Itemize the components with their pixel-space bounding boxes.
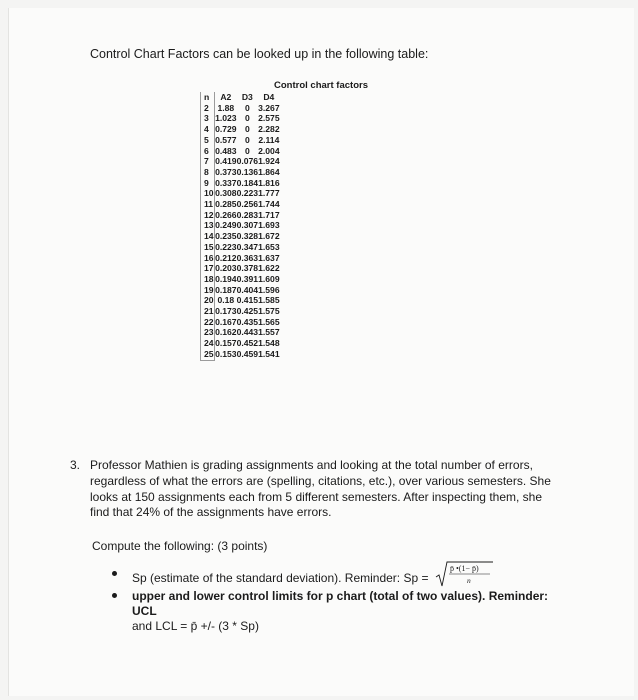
cell-a2: 0.373 [215,166,237,177]
cell-a2: 0.194 [215,273,237,284]
table-row [201,231,280,242]
cell-d3: 0.347 [236,241,259,252]
cell-d4: 1.609 [258,273,280,284]
table-row [201,188,280,199]
cell-d3: 0.307 [236,220,259,231]
limits-formula-text: and LCL = p̄ +/- (3 * Sp) [132,619,259,633]
bullet-dot [112,571,117,576]
sqrt-symbol-icon [434,559,494,589]
cell-d4: 1.777 [258,188,280,199]
cell-d3: 0 [244,134,250,145]
cell-a2: 0.249 [215,220,237,231]
cell-n: 4 [201,124,215,135]
cell-n: 11 [201,199,215,210]
cell-n: 24 [201,338,215,349]
cell-n: 3 [201,113,215,124]
bullet-dot [112,593,117,598]
cell-d4: 1.924 [258,156,280,167]
cell-d3: 0 [244,102,250,113]
cell-n: 17 [201,263,215,274]
cell-a2: 0.223 [215,241,237,252]
cell-n: 8 [201,167,215,178]
table-row [201,306,280,317]
cell-n: 9 [201,178,215,189]
cell-a2: 0.235 [215,231,237,242]
table-row [201,167,280,178]
cell-n: 2 [201,103,215,114]
table-row [201,178,280,189]
table-row [201,285,280,296]
bullet-sp [112,564,492,591]
cell-d3: 0.425 [236,306,259,317]
cell-n: 14 [201,231,215,242]
cell-n: 13 [201,220,215,231]
table-row [201,124,280,135]
cell-d4: 1.541 [258,349,280,360]
table-row [201,210,280,221]
cell-d3: 0.223 [236,188,259,199]
cell-d4: 2.282 [258,124,280,135]
table-row [201,295,280,306]
cell-d3: 0.076 [236,156,259,167]
cell-d4: 1.548 [258,338,280,349]
cell-d3: 0.435 [236,316,259,327]
cell-d3: 0.459 [236,349,259,360]
header-n: n [201,92,215,103]
cell-d3: 0.443 [236,327,259,338]
table-row [201,274,280,285]
cell-n: 19 [201,285,215,296]
table-row [201,220,280,231]
question-number: 3. [70,458,81,472]
cell-d4: 1.565 [258,316,280,327]
cell-n: 22 [201,317,215,328]
cell-a2: 0.157 [215,338,237,349]
cell-d3: 0.404 [236,284,259,295]
cell-d4: 1.557 [258,327,280,338]
table-row [201,338,280,349]
cell-d4: 1.637 [258,252,280,263]
control-chart-factors-table [200,92,280,361]
cell-d4: 1.622 [258,263,280,274]
cell-d4: 3.267 [258,102,280,113]
table-row [201,199,280,210]
cell-d3: 0.256 [236,199,259,210]
cell-n: 21 [201,306,215,317]
cell-a2: 0.308 [215,188,237,199]
cell-a2: 0.266 [215,209,237,220]
cell-n: 16 [201,253,215,264]
cell-n: 18 [201,274,215,285]
cell-d4: 2.004 [258,145,280,156]
bullet-limits [112,589,562,634]
table-row [201,253,280,264]
cell-d3: 0.391 [236,273,259,284]
question-text: Professor Mathien is grading assignments and looking at the total number of errors, regardless of what the errors are (spelling, citations, etc.), over various semesters. She looks at 150 assignments each from 5 different semesters. After inspecting them, she find that 24% of the assignments have errors. [90,458,551,520]
sp-formula [434,564,492,591]
formula-numerator: p̄ •(1− p̄) [449,564,479,573]
cell-d3: 0.136 [236,166,259,177]
cell-a2: 0.337 [215,177,237,188]
cell-n: 25 [201,349,215,360]
cell-a2: 0.212 [215,252,237,263]
table-row [201,156,280,167]
cell-a2: 1.88 [217,102,235,113]
cell-d4: 2.575 [258,113,280,124]
cell-a2: 0.203 [215,263,237,274]
table-title: Control chart factors [274,80,368,91]
table-row [201,103,280,114]
cell-n: 5 [201,135,215,146]
table-row [201,113,280,124]
header-d4: D4 [263,92,275,102]
cell-a2: 0.167 [215,316,237,327]
cell-n: 12 [201,210,215,221]
cell-n: 7 [201,156,215,167]
table-header-row [201,92,280,103]
cell-n: 15 [201,242,215,253]
cell-d3: 0.184 [236,177,259,188]
cell-d4: 1.864 [258,166,280,177]
cell-d3: 0 [244,113,250,124]
cell-d4: 1.672 [258,231,280,242]
cell-a2: 0.187 [215,284,237,295]
cell-n: 10 [201,188,215,199]
cell-d3: 0.283 [236,209,259,220]
cell-a2: 0.162 [215,327,237,338]
cell-a2: 0.173 [215,306,237,317]
table-row [201,146,280,157]
cell-n: 6 [201,146,215,157]
cell-n: 20 [201,295,215,306]
table-row [201,263,280,274]
cell-d3: 0.452 [236,338,259,349]
cell-d4: 1.653 [258,241,280,252]
cell-d4: 1.744 [258,199,280,210]
intro-text: Control Chart Factors can be looked up in the following table: [90,47,429,61]
cell-a2: 0.285 [215,199,237,210]
table-row [201,242,280,253]
question-3 [70,458,560,521]
cell-d3: 0.378 [236,263,259,274]
cell-a2: 0.729 [215,124,237,135]
compute-label: Compute the following: (3 points) [92,539,268,553]
cell-a2: 0.483 [215,145,237,156]
limits-text: upper and lower control limits for p chart (total of two values). Reminder: UCL [132,589,549,618]
cell-d4: 1.596 [258,284,280,295]
table-row [201,135,280,146]
table-row [201,317,280,328]
header-a2: A2 [220,92,232,102]
cell-d4: 1.693 [258,220,280,231]
cell-a2: 0.577 [215,134,237,145]
cell-a2: 0.153 [215,349,237,360]
cell-a2: 1.023 [215,113,237,124]
sp-text: Sp (estimate of the standard deviation). Reminder: Sp = [132,571,429,586]
cell-a2: 0.419 [215,156,237,167]
cell-a2: 0.18 [217,295,235,306]
cell-d3: 0 [244,145,250,156]
cell-n: 23 [201,327,215,338]
cell-d4: 2.114 [258,134,280,145]
cell-d3: 0.328 [236,231,259,242]
cell-d4: 1.816 [258,177,280,188]
header-d3: D3 [241,92,253,102]
table-row [201,349,280,360]
cell-d4: 1.575 [258,306,280,317]
cell-d3: 0.363 [236,252,259,263]
formula-denominator: n [466,576,471,585]
cell-d3: 0.415 [236,295,259,306]
cell-d4: 1.717 [258,209,280,220]
cell-d4: 1.585 [258,295,280,306]
table-row [201,327,280,338]
cell-d3: 0 [244,124,250,135]
